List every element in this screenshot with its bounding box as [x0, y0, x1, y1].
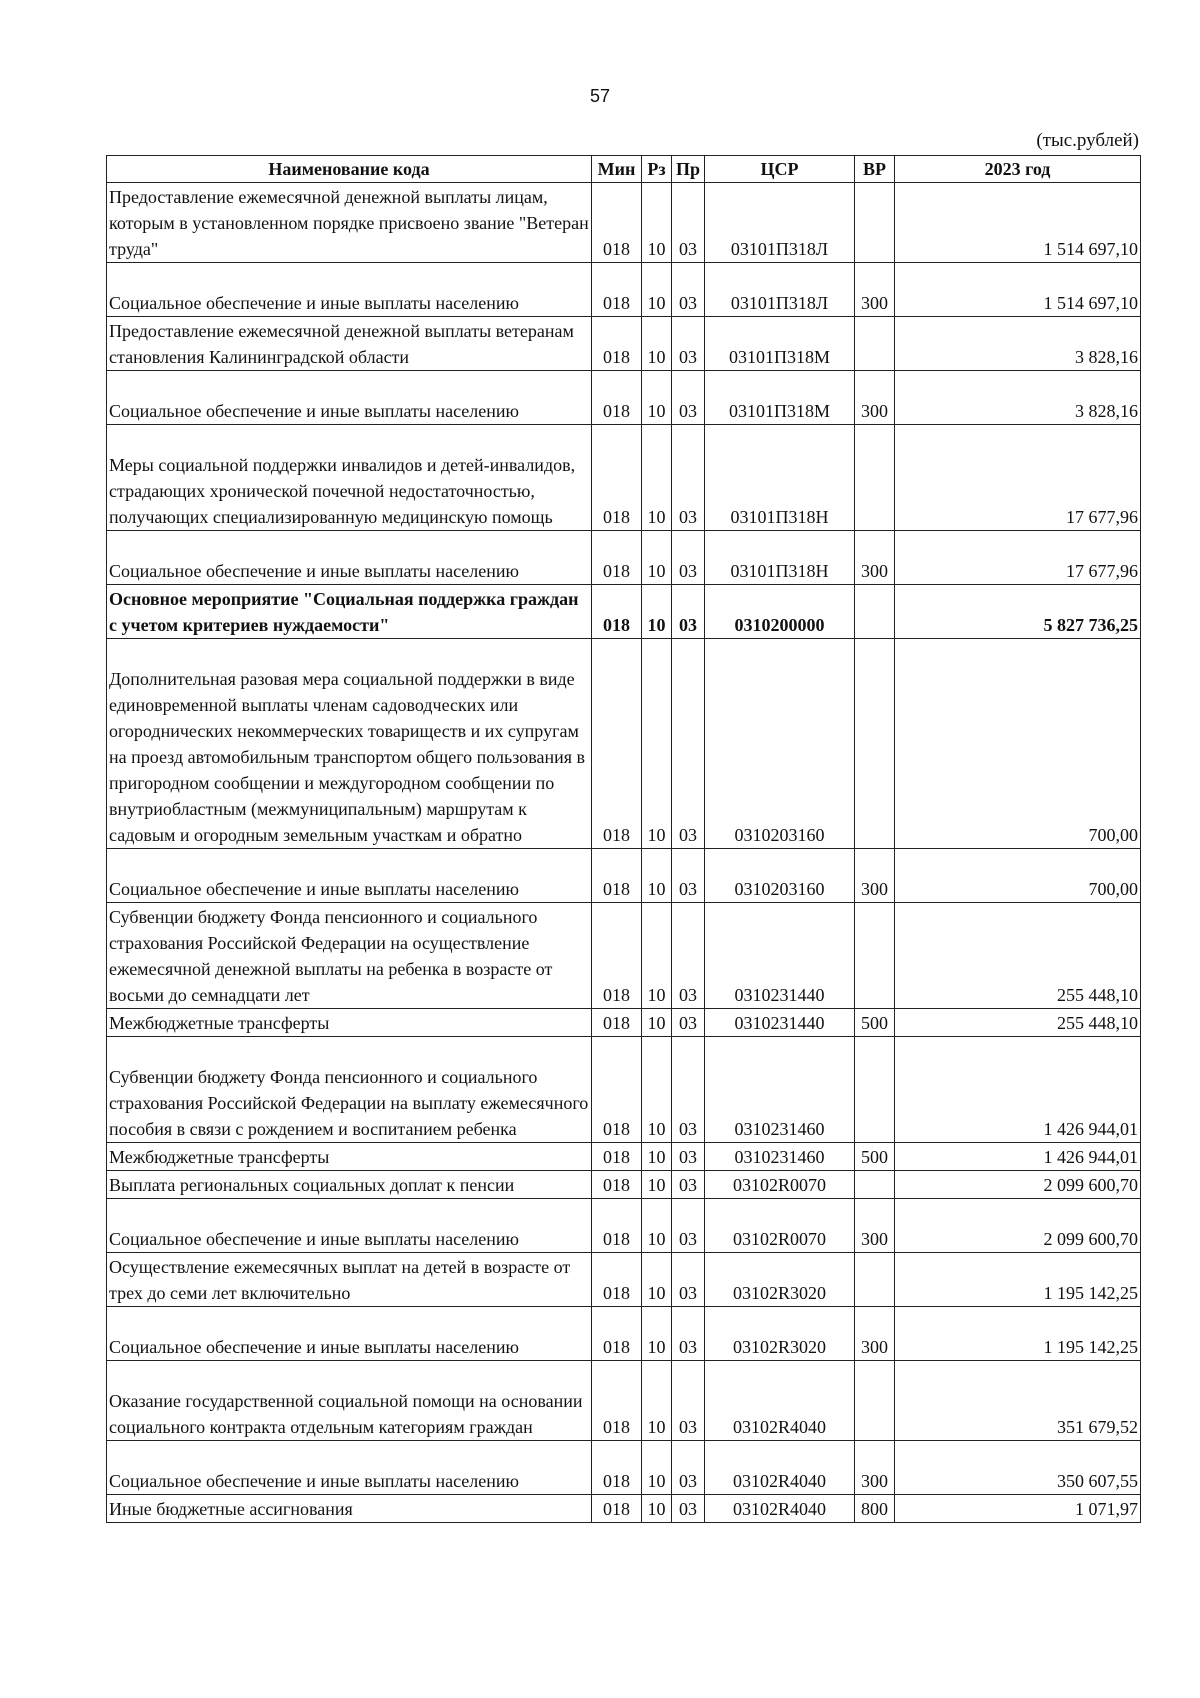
cell-amount: 17 677,96	[895, 425, 1141, 531]
cell-min: 018	[592, 1253, 642, 1307]
cell-pr: 03	[672, 1495, 705, 1523]
table-row	[107, 1253, 1141, 1307]
cell-min: 018	[592, 639, 642, 849]
cell-rz: 10	[642, 1361, 672, 1441]
cell-name: Социальное обеспечение и иные выплаты населению	[107, 1441, 592, 1495]
cell-amount: 1 514 697,10	[895, 183, 1141, 263]
cell-min: 018	[592, 371, 642, 425]
cell-min: 018	[592, 1143, 642, 1171]
table-row	[107, 263, 1141, 317]
cell-amount: 2 099 600,70	[895, 1199, 1141, 1253]
cell-min: 018	[592, 903, 642, 1009]
cell-amount: 700,00	[895, 849, 1141, 903]
cell-pr: 03	[672, 1037, 705, 1143]
cell-csr: 03101П318Л	[705, 183, 855, 263]
cell-rz: 10	[642, 263, 672, 317]
cell-rz: 10	[642, 1171, 672, 1199]
table-row	[107, 183, 1141, 263]
table-row	[107, 1009, 1141, 1037]
cell-amount: 1 426 944,01	[895, 1143, 1141, 1171]
cell-rz: 10	[642, 585, 672, 639]
cell-name: Предоставление ежемесячной денежной выплаты лицам, которым в установленном порядке присвоено звание "Ветеран труда"	[107, 183, 592, 263]
cell-csr: 0310231440	[705, 1009, 855, 1037]
budget-table	[106, 155, 1141, 1523]
cell-min: 018	[592, 849, 642, 903]
table-row	[107, 903, 1141, 1009]
cell-csr: 03102R4040	[705, 1441, 855, 1495]
table-row	[107, 1441, 1141, 1495]
cell-min: 018	[592, 1495, 642, 1523]
cell-csr: 03102R4040	[705, 1495, 855, 1523]
cell-vr: 300	[855, 849, 895, 903]
cell-name: Дополнительная разовая мера социальной поддержки в виде единовременной выплаты членам садоводческих или огороднических некоммерческих товариществ и их супругам на проезд автомобильным транспортом общего пользования в пригородном сообщении и междугородном сообщении по внутриобластным (межмуниципальным) маршрутам к садовым и огородным земельным участкам и обратно	[107, 639, 592, 849]
cell-rz: 10	[642, 183, 672, 263]
cell-vr: 500	[855, 1143, 895, 1171]
cell-csr: 03102R0070	[705, 1199, 855, 1253]
cell-name: Межбюджетные трансферты	[107, 1009, 592, 1037]
table-row	[107, 371, 1141, 425]
cell-pr: 03	[672, 425, 705, 531]
units-label: (тыс.рублей)	[1036, 130, 1139, 151]
cell-name: Социальное обеспечение и иные выплаты населению	[107, 1307, 592, 1361]
cell-amount: 3 828,16	[895, 371, 1141, 425]
cell-min: 018	[592, 263, 642, 317]
cell-vr: 800	[855, 1495, 895, 1523]
cell-amount: 350 607,55	[895, 1441, 1141, 1495]
cell-name: Субвенции бюджету Фонда пенсионного и социального страхования Российской Федерации на осуществление ежемесячной денежной выплаты на ребенка в возрасте от восьми до семнадцати лет	[107, 903, 592, 1009]
header-csr: ЦСР	[705, 156, 855, 183]
cell-csr: 0310203160	[705, 849, 855, 903]
cell-amount: 3 828,16	[895, 317, 1141, 371]
table-row	[107, 1307, 1141, 1361]
cell-name: Межбюджетные трансферты	[107, 1143, 592, 1171]
cell-vr: 300	[855, 263, 895, 317]
cell-name: Социальное обеспечение и иные выплаты населению	[107, 531, 592, 585]
cell-vr: 300	[855, 531, 895, 585]
cell-vr	[855, 1361, 895, 1441]
header-name: Наименование кода	[107, 156, 592, 183]
cell-min: 018	[592, 585, 642, 639]
cell-vr	[855, 585, 895, 639]
cell-min: 018	[592, 1307, 642, 1361]
cell-min: 018	[592, 1009, 642, 1037]
header-year: 2023 год	[895, 156, 1141, 183]
cell-min: 018	[592, 1199, 642, 1253]
header-min: Мин	[592, 156, 642, 183]
header-rz: Рз	[642, 156, 672, 183]
cell-csr: 03102R3020	[705, 1253, 855, 1307]
cell-csr: 03101П318Н	[705, 531, 855, 585]
cell-pr: 03	[672, 1199, 705, 1253]
page-number: 57	[589, 86, 611, 106]
cell-amount: 17 677,96	[895, 531, 1141, 585]
cell-amount: 1 071,97	[895, 1495, 1141, 1523]
table-row	[107, 531, 1141, 585]
cell-pr: 03	[672, 183, 705, 263]
cell-min: 018	[592, 425, 642, 531]
cell-vr	[855, 639, 895, 849]
cell-pr: 03	[672, 531, 705, 585]
cell-vr	[855, 183, 895, 263]
cell-rz: 10	[642, 531, 672, 585]
cell-pr: 03	[672, 1009, 705, 1037]
table-row	[107, 1199, 1141, 1253]
cell-amount: 1 195 142,25	[895, 1253, 1141, 1307]
cell-rz: 10	[642, 849, 672, 903]
cell-name: Социальное обеспечение и иные выплаты населению	[107, 849, 592, 903]
cell-pr: 03	[672, 1361, 705, 1441]
cell-pr: 03	[672, 263, 705, 317]
cell-pr: 03	[672, 1143, 705, 1171]
cell-pr: 03	[672, 371, 705, 425]
table-row	[107, 1171, 1141, 1199]
cell-name: Выплата региональных социальных доплат к пенсии	[107, 1171, 592, 1199]
cell-amount: 351 679,52	[895, 1361, 1141, 1441]
cell-csr: 0310231440	[705, 903, 855, 1009]
cell-min: 018	[592, 183, 642, 263]
cell-rz: 10	[642, 1307, 672, 1361]
table-row	[107, 1361, 1141, 1441]
cell-csr: 03102R3020	[705, 1307, 855, 1361]
cell-vr	[855, 1037, 895, 1143]
cell-amount: 2 099 600,70	[895, 1171, 1141, 1199]
cell-csr: 03101П318М	[705, 317, 855, 371]
cell-min: 018	[592, 317, 642, 371]
cell-vr	[855, 317, 895, 371]
cell-vr	[855, 1171, 895, 1199]
cell-min: 018	[592, 531, 642, 585]
table-body	[107, 183, 1141, 1523]
table-row	[107, 1143, 1141, 1171]
cell-min: 018	[592, 1441, 642, 1495]
table-row	[107, 639, 1141, 849]
cell-min: 018	[592, 1037, 642, 1143]
cell-name: Осуществление ежемесячных выплат на детей в возрасте от трех до семи лет включительно	[107, 1253, 592, 1307]
cell-name: Иные бюджетные ассигнования	[107, 1495, 592, 1523]
cell-amount: 1 195 142,25	[895, 1307, 1141, 1361]
table-row	[107, 849, 1141, 903]
cell-csr: 03101П318М	[705, 371, 855, 425]
cell-vr	[855, 425, 895, 531]
cell-min: 018	[592, 1361, 642, 1441]
cell-rz: 10	[642, 1199, 672, 1253]
cell-name: Социальное обеспечение и иные выплаты населению	[107, 371, 592, 425]
header-pr: Пр	[672, 156, 705, 183]
cell-vr	[855, 903, 895, 1009]
cell-rz: 10	[642, 639, 672, 849]
cell-pr: 03	[672, 585, 705, 639]
cell-vr: 500	[855, 1009, 895, 1037]
cell-pr: 03	[672, 317, 705, 371]
cell-pr: 03	[672, 903, 705, 1009]
cell-rz: 10	[642, 425, 672, 531]
cell-name: Социальное обеспечение и иные выплаты населению	[107, 1199, 592, 1253]
cell-csr: 0310203160	[705, 639, 855, 849]
cell-pr: 03	[672, 1171, 705, 1199]
cell-vr	[855, 1253, 895, 1307]
cell-amount: 1 514 697,10	[895, 263, 1141, 317]
cell-rz: 10	[642, 371, 672, 425]
cell-vr: 300	[855, 1441, 895, 1495]
cell-vr: 300	[855, 1307, 895, 1361]
table-row	[107, 317, 1141, 371]
cell-min: 018	[592, 1171, 642, 1199]
cell-pr: 03	[672, 1441, 705, 1495]
cell-pr: 03	[672, 1253, 705, 1307]
cell-csr: 0310231460	[705, 1143, 855, 1171]
cell-amount: 1 426 944,01	[895, 1037, 1141, 1143]
cell-name: Меры социальной поддержки инвалидов и детей-инвалидов, страдающих хронической почечной недостаточностью, получающих специализированную медицинскую помощь	[107, 425, 592, 531]
cell-name: Социальное обеспечение и иные выплаты населению	[107, 263, 592, 317]
cell-vr: 300	[855, 371, 895, 425]
table-row	[107, 1495, 1141, 1523]
cell-rz: 10	[642, 1037, 672, 1143]
cell-pr: 03	[672, 1307, 705, 1361]
cell-rz: 10	[642, 1253, 672, 1307]
cell-csr: 03101П318Н	[705, 425, 855, 531]
cell-rz: 10	[642, 1143, 672, 1171]
cell-amount: 5 827 736,25	[895, 585, 1141, 639]
cell-vr: 300	[855, 1199, 895, 1253]
cell-pr: 03	[672, 639, 705, 849]
cell-amount: 255 448,10	[895, 903, 1141, 1009]
table-row	[107, 585, 1141, 639]
cell-rz: 10	[642, 1009, 672, 1037]
table-header-row	[107, 156, 1141, 183]
cell-csr: 03102R4040	[705, 1361, 855, 1441]
cell-rz: 10	[642, 1441, 672, 1495]
cell-name: Субвенции бюджету Фонда пенсионного и социального страхования Российской Федерации на выплату ежемесячного пособия в связи с рождением и воспитанием ребенка	[107, 1037, 592, 1143]
cell-csr: 03102R0070	[705, 1171, 855, 1199]
cell-csr: 0310231460	[705, 1037, 855, 1143]
cell-name: Предоставление ежемесячной денежной выплаты ветеранам становления Калининградской области	[107, 317, 592, 371]
cell-csr: 03101П318Л	[705, 263, 855, 317]
cell-rz: 10	[642, 903, 672, 1009]
table-row	[107, 1037, 1141, 1143]
cell-name: Оказание государственной социальной помощи на основании социального контракта отдельным категориям граждан	[107, 1361, 592, 1441]
cell-csr: 0310200000	[705, 585, 855, 639]
table-row	[107, 425, 1141, 531]
cell-pr: 03	[672, 849, 705, 903]
header-vr: ВР	[855, 156, 895, 183]
cell-name: Основное мероприятие "Социальная поддержка граждан с учетом критериев нуждаемости"	[107, 585, 592, 639]
cell-amount: 255 448,10	[895, 1009, 1141, 1037]
cell-amount: 700,00	[895, 639, 1141, 849]
cell-rz: 10	[642, 1495, 672, 1523]
cell-rz: 10	[642, 317, 672, 371]
